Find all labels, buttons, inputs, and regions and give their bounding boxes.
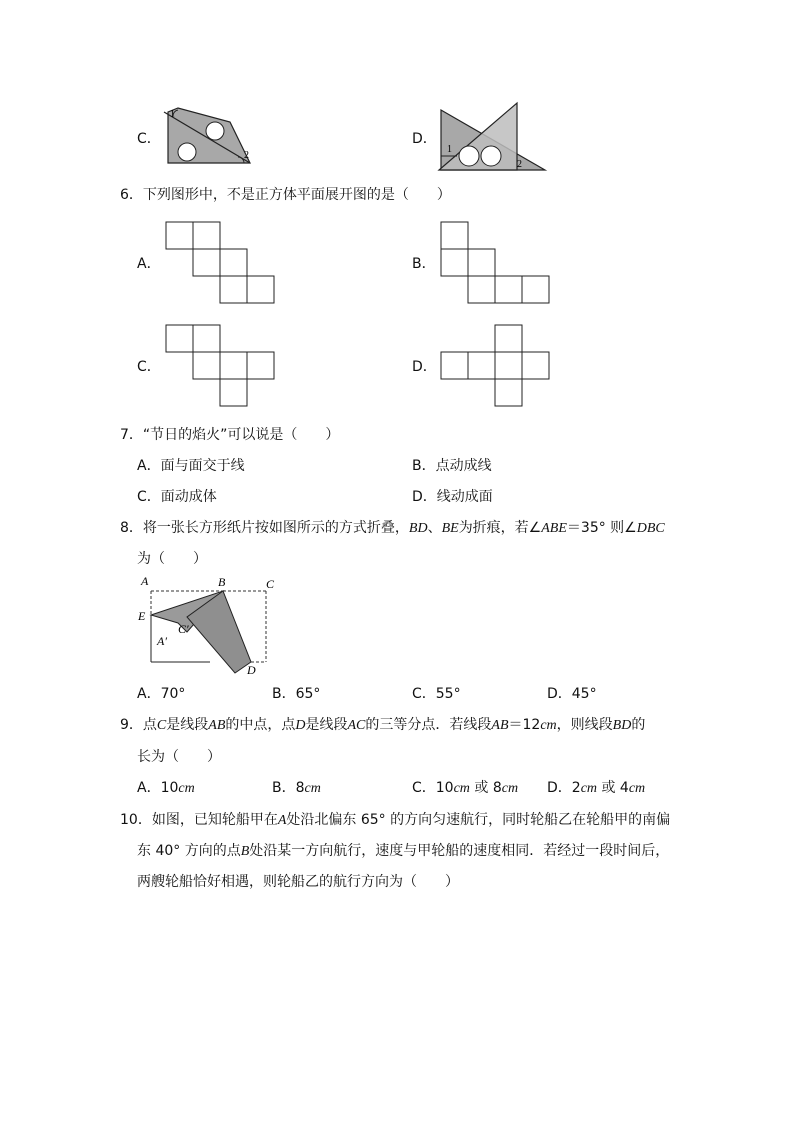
q5-figure-d — [437, 100, 547, 175]
q8-option-a: A．70° — [137, 686, 186, 702]
q8-fold-figure — [135, 575, 285, 680]
q8-option-d: D．45° — [547, 686, 597, 702]
q5-c-angle1: 1 — [170, 109, 175, 120]
q9-stem-line1: 9．点C是线段AB的中点，点D是线段AC的三等分点．若线段AB＝12cm，则线段BD的 — [120, 717, 646, 733]
q5-d-angle2: 2 — [517, 159, 522, 170]
q6-net-b — [439, 221, 554, 306]
q7-option-b: B．点动成线 — [412, 458, 492, 474]
q8-option-c: C．55° — [412, 686, 461, 702]
q8-label-C-prime: C′ — [178, 622, 189, 636]
q6-option-b-label: B． — [412, 256, 436, 272]
q9-option-c: C．10cm 或 8cm — [412, 780, 519, 796]
q5-d-angle1: 1 — [447, 144, 452, 155]
q7-stem: 7．“节日的焰火”可以说是（ ） — [120, 427, 340, 443]
q7-option-a: A．面与面交于线 — [137, 458, 245, 474]
q7-option-c: C．面动成体 — [137, 489, 217, 505]
q8-stem-line1: 8．将一张长方形纸片按如图所示的方式折叠，BD、BE为折痕，若∠ABE＝35° 则∠DBC — [120, 520, 665, 536]
q10-stem-line3: 两艘轮船恰好相遇，则轮船乙的航行方向为（ ） — [137, 874, 459, 890]
q6-net-d — [439, 323, 554, 411]
q6-net-a — [164, 221, 279, 306]
q8-stem-line2: 为（ ） — [137, 551, 207, 567]
q5-option-d-label: D． — [412, 131, 437, 147]
q6-stem: 6．下列图形中，不是正方体平面展开图的是（ ） — [120, 187, 451, 203]
q6-net-c — [164, 323, 279, 411]
q10-stem-line1: 10．如图，已知轮船甲在A处沿北偏东 65° 的方向匀速航行，同时轮船乙在轮船甲的南偏 — [120, 812, 671, 828]
q9-option-a: A．10cm — [137, 780, 195, 796]
q8-option-b: B．65° — [272, 686, 321, 702]
q10-stem-line2: 东 40° 方向的点B处沿某一方向航行，速度与甲轮船的速度相同．若经过一段时间后， — [137, 843, 670, 859]
q8-label-A: A — [141, 574, 149, 588]
q8-label-D: D — [247, 663, 256, 677]
q8-label-A-prime: A′ — [157, 634, 167, 648]
q7-option-d: D．线动成面 — [412, 489, 493, 505]
q8-label-E: E — [138, 609, 146, 623]
q5-option-c-label: C． — [137, 131, 161, 147]
q6-option-a-label: A． — [137, 256, 161, 272]
q9-option-b: B．8cm — [272, 780, 321, 796]
q9-option-d: D．2cm 或 4cm — [547, 780, 646, 796]
q5-figure-c — [160, 100, 255, 170]
q8-label-C: C — [266, 577, 275, 591]
q6-option-d-label: D． — [412, 359, 437, 375]
q6-option-c-label: C． — [137, 359, 161, 375]
q9-stem-line2: 长为（ ） — [137, 749, 221, 765]
q5-c-angle2: 2 — [244, 150, 249, 161]
q8-label-B: B — [218, 575, 226, 589]
